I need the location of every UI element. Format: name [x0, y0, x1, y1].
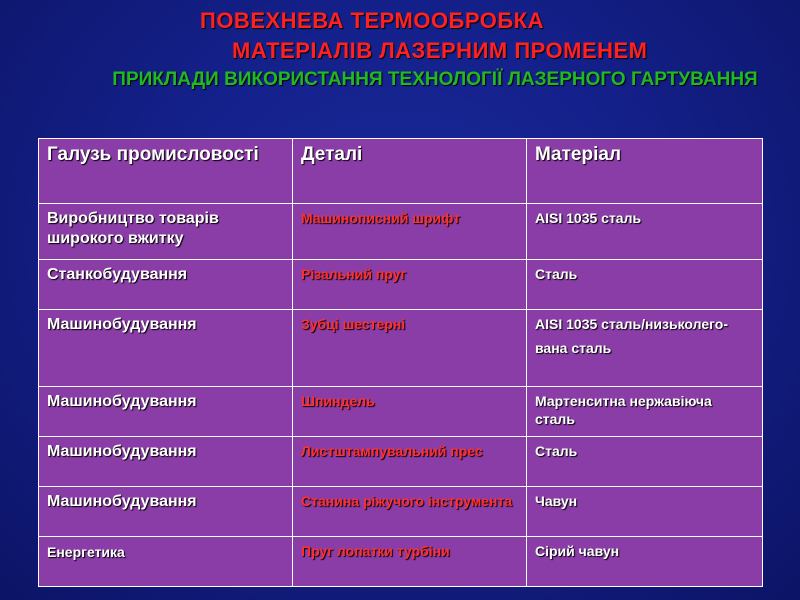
material-text: Мартенситна нержавіюча сталь [535, 393, 712, 427]
table-row [39, 260, 763, 310]
material-text: Сталь [535, 443, 578, 459]
table-row [39, 437, 763, 487]
header-parts: Деталі [293, 139, 527, 204]
material-text: Сірий чавун [535, 543, 620, 559]
cell-industry: Машинобудування [39, 387, 293, 437]
cell-part: Пруг лопатки турбіни [293, 537, 527, 587]
cell-part: Зубці шестерні [293, 310, 527, 387]
cell-part: Машинописний шрифт [293, 204, 527, 260]
cell-part: Шпиндель [293, 387, 527, 437]
cell-industry: Станкобудування [39, 260, 293, 310]
table-row [39, 387, 763, 437]
cell-material [527, 437, 763, 487]
table-row [39, 537, 763, 587]
cell-material [527, 487, 763, 537]
cell-industry: Машинобудування [39, 437, 293, 487]
cell-part: Листштампувальний прес [293, 437, 527, 487]
cell-material [527, 537, 763, 587]
cell-part: Різальний пруг [293, 260, 527, 310]
material-text: Чавун [535, 493, 578, 509]
cell-material [527, 310, 763, 387]
slide-title-line-1: ПОВЕХНЕВА ТЕРМООБРОБКА [200, 8, 544, 33]
header-industry: Галузь промисловості [39, 139, 293, 204]
material-text: вана сталь [535, 340, 612, 356]
applications-table [38, 138, 763, 587]
cell-material [527, 204, 763, 260]
cell-industry: Машинобудування [39, 487, 293, 537]
header-material: Матеріал [527, 139, 763, 204]
material-text: AISI 1035 сталь/низьколего- [535, 316, 728, 332]
cell-industry: Виробництво товарів широкого вжитку [39, 204, 293, 260]
table-row [39, 310, 763, 387]
cell-industry: Машинобудування [39, 310, 293, 387]
slide-title-line-2: МАТЕРІАЛІВ ЛАЗЕРНИМ ПРОМЕНЕМ [232, 38, 648, 63]
cell-material [527, 260, 763, 310]
cell-industry: Енергетика [39, 537, 293, 587]
material-text: Сталь [535, 266, 578, 282]
material-text: AISI 1035 сталь [535, 210, 642, 226]
cell-part: Станина ріжучого інструмента [293, 487, 527, 537]
cell-material [527, 387, 763, 437]
slide-subtitle: ПРИКЛАДИ ВИКОРИСТАННЯ ТЕХНОЛОГІЇ ЛАЗЕРНОГО ГАРТУВАННЯ [112, 69, 758, 90]
table-row [39, 487, 763, 537]
table-header-row [39, 139, 763, 204]
table-row [39, 204, 763, 260]
